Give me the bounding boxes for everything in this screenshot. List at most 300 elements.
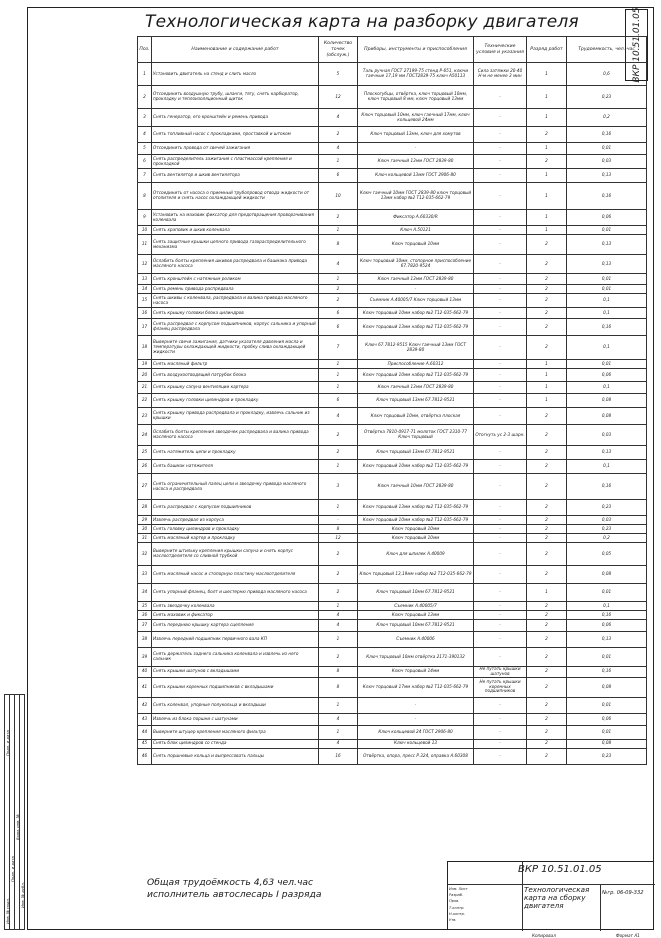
stamp-code: ВКР 10.51.01.05 <box>518 864 602 875</box>
row-count: 1 <box>319 697 358 713</box>
row-conditions: - <box>474 543 527 566</box>
row-work: Снять звездочку коленвала <box>152 602 319 611</box>
row-count: 3 <box>319 474 358 500</box>
row-time: 0,01 <box>567 648 647 667</box>
row-count: 12 <box>319 86 358 109</box>
row-count: 2 <box>319 446 358 460</box>
table-row <box>138 474 647 500</box>
row-conditions: - <box>474 226 527 235</box>
row-tools: Ключ А.50121 <box>358 226 474 235</box>
table-row <box>138 63 647 86</box>
stamp-foot-right: Формат А1 <box>616 933 640 938</box>
row-count: 8 <box>319 235 358 255</box>
header-time: Трудоемкость, чел.-час <box>567 37 647 63</box>
row-tools: Ключ торцовый 10мм <box>358 525 474 534</box>
row-category: 2 <box>527 620 567 632</box>
row-category: 2 <box>527 425 567 446</box>
header-conditions: Технические условия и указания <box>474 37 527 63</box>
table-row <box>138 667 647 678</box>
row-conditions: - <box>474 584 527 602</box>
margin-strip <box>4 694 27 930</box>
row-tools: Ключ торцовый 10мм набор №2 Т12-035-662-79 <box>358 460 474 474</box>
row-count: 4 <box>319 109 358 127</box>
row-tools: Ключ торцовый 10мм, стопорное приспособление 67.7820-9524 <box>358 255 474 274</box>
margin-label: Подп. и дата <box>10 856 15 882</box>
row-count: 7 <box>319 336 358 360</box>
row-conditions: - <box>474 602 527 611</box>
row-work: Отсоединить провода от свечей зажигания <box>152 143 319 155</box>
stamp-role: Изм. Лист <box>449 887 468 891</box>
stamp-group: №гр. 06-09-332 <box>602 890 644 896</box>
row-time: 0,06 <box>567 620 647 632</box>
table-row <box>138 319 647 336</box>
row-category: 2 <box>527 460 567 474</box>
row-conditions: - <box>474 460 527 474</box>
row-category: 2 <box>527 611 567 620</box>
row-count: 2 <box>319 294 358 308</box>
table-header-row <box>138 37 647 63</box>
row-count: 2 <box>319 425 358 446</box>
row-category: 2 <box>527 648 567 667</box>
row-work: Снять крышки коренных подшипников с вкладышами <box>152 677 319 697</box>
row-count: 8 <box>319 667 358 678</box>
row-time: 0,03 <box>567 425 647 446</box>
row-time: 0,1 <box>567 308 647 319</box>
row-count: 4 <box>319 620 358 632</box>
table-row <box>138 210 647 226</box>
row-tools: Ключ торцовый 13мм, ключ для хомутов <box>358 127 474 143</box>
table-row <box>138 500 647 516</box>
row-time: 0,06 <box>567 369 647 382</box>
row-tools: Ключ гаечный 10мм ГОСТ 2839-80 ключ торцовый 13мм набор №2 Т12-035-662-79 <box>358 183 474 210</box>
row-category: 2 <box>527 725 567 739</box>
row-work: Снять распределитель зажигания с пластмассой крепления и прокладкой <box>152 155 319 169</box>
row-time: 0,01 <box>567 143 647 155</box>
row-tools: Отвёртка 7810-0917-71 молоток ГОСТ 2310-77 Ключ торцовый <box>358 425 474 446</box>
row-work: Снять топливный насос с прокладками, проставкой и штоком <box>152 127 319 143</box>
table-row <box>138 611 647 620</box>
row-count: 4 <box>319 255 358 274</box>
row-conditions: - <box>474 294 527 308</box>
row-category: 2 <box>527 319 567 336</box>
table-row <box>138 155 647 169</box>
row-work: Снять ограничительный палец цепи и звездочку привода масляного насоса и распредвала <box>152 474 319 500</box>
row-conditions: Не путать крышки шатунов <box>474 667 527 678</box>
row-count: 2 <box>319 210 358 226</box>
row-category: 2 <box>527 677 567 697</box>
table-row <box>138 584 647 602</box>
row-time: 0,16 <box>567 127 647 143</box>
row-count: 1 <box>319 274 358 285</box>
row-work: Снять шкивы с коленвала, распредвала и валика привода масляного насоса <box>152 294 319 308</box>
row-tools: Ключ торцовый 10мм 67.7812-9521 <box>358 620 474 632</box>
row-tools: Ключ торцовый 10мм набор №2 Т12-035-662-79 <box>358 308 474 319</box>
row-count: 4 <box>319 713 358 725</box>
row-conditions: - <box>474 611 527 620</box>
table-row <box>138 566 647 584</box>
row-tools: - <box>358 713 474 725</box>
row-num: 18 <box>138 336 152 360</box>
row-tools: Ключ для шпилек А.40009 <box>358 543 474 566</box>
row-count: 1 <box>319 360 358 369</box>
row-tools: Ключ торцовый 13мм <box>358 611 474 620</box>
table-row <box>138 713 647 725</box>
row-num: 12 <box>138 255 152 274</box>
row-conditions: Сила затяжки 20-40 Н·м не менее 3 мин <box>474 63 527 86</box>
row-count: 4 <box>319 739 358 748</box>
row-time: 0,13 <box>567 169 647 183</box>
row-num: 20 <box>138 369 152 382</box>
row-time: 0,13 <box>567 235 647 255</box>
row-count: 2 <box>319 584 358 602</box>
stamp-role: Утв. <box>449 918 457 923</box>
table-row <box>138 226 647 235</box>
table-body <box>138 63 647 765</box>
stamp-role: Н.контр. <box>449 911 466 916</box>
row-category: 1 <box>527 109 567 127</box>
row-num: 36 <box>138 611 152 620</box>
table-row <box>138 748 647 764</box>
row-category: 1 <box>527 143 567 155</box>
row-work: Снять крышку головки блока цилиндров <box>152 308 319 319</box>
row-conditions: - <box>474 109 527 127</box>
row-category: 2 <box>527 602 567 611</box>
row-time: 0,23 <box>567 748 647 764</box>
row-tools: Ключ торцовый 17мм набор №2 Т12-035-662-79 <box>358 677 474 697</box>
row-time: 0,08 <box>567 408 647 425</box>
row-work: Снять вентилятор и шкив вентилятора <box>152 169 319 183</box>
row-conditions: - <box>474 336 527 360</box>
row-num: 30 <box>138 525 152 534</box>
row-work: Снять кронштейн с натяжным роликом <box>152 274 319 285</box>
row-work: Снять блок цилиндров со стенда <box>152 739 319 748</box>
row-num: 28 <box>138 500 152 516</box>
row-num: 6 <box>138 155 152 169</box>
table-row <box>138 169 647 183</box>
row-tools: Ключ кольцевой 13мм ГОСТ 2906-80 <box>358 169 474 183</box>
margin-label: Взам. инв. № <box>15 814 20 840</box>
row-num: 43 <box>138 713 152 725</box>
row-time: 0,01 <box>567 725 647 739</box>
row-work: Снять крышку головки цилиндров и прокладку <box>152 394 319 408</box>
summary-note <box>147 877 321 901</box>
row-category: 2 <box>527 255 567 274</box>
table-row <box>138 274 647 285</box>
row-tools: Ключ торцовый 14мм <box>358 667 474 678</box>
row-num: 4 <box>138 127 152 143</box>
row-count: 2 <box>319 127 358 143</box>
table-row <box>138 86 647 109</box>
row-category: 2 <box>527 274 567 285</box>
table-row <box>138 308 647 319</box>
row-num: 46 <box>138 748 152 764</box>
row-work: Установить на маховик фиксатор для предотвращения проворачивания коленвала <box>152 210 319 226</box>
stamp-foot-left: Копировал <box>532 933 556 938</box>
row-category: 1 <box>527 360 567 369</box>
row-num: 29 <box>138 516 152 525</box>
row-conditions: - <box>474 86 527 109</box>
table-row <box>138 677 647 697</box>
table-row <box>138 534 647 543</box>
row-tools: Ключ кольцевой 24 ГОСТ 2906-80 <box>358 725 474 739</box>
row-tools: Ключ торцовый 10мм 67.7812-9521 <box>358 584 474 602</box>
row-conditions: - <box>474 713 527 725</box>
row-time: 0,1 <box>567 602 647 611</box>
row-num: 22 <box>138 394 152 408</box>
row-count: 2 <box>319 543 358 566</box>
row-time: 0,08 <box>567 566 647 584</box>
row-count: 6 <box>319 319 358 336</box>
row-category: 2 <box>527 713 567 725</box>
row-count: 10 <box>319 183 358 210</box>
stamp-role: Т.контр. <box>449 905 465 910</box>
row-time: 0,16 <box>567 183 647 210</box>
row-tools: Ключ кольцевой 13 <box>358 739 474 748</box>
row-category: 2 <box>527 336 567 360</box>
row-num: 42 <box>138 697 152 713</box>
row-count: 1 <box>319 226 358 235</box>
row-time: 0,01 <box>567 226 647 235</box>
row-count: 1 <box>319 382 358 394</box>
table-row <box>138 382 647 394</box>
row-count: 2 <box>319 566 358 584</box>
row-conditions: - <box>474 169 527 183</box>
row-category: 2 <box>527 500 567 516</box>
row-num: 26 <box>138 460 152 474</box>
row-conditions: - <box>474 183 527 210</box>
row-work: Снять поршневые кольца и выпрессовать пальцы <box>152 748 319 764</box>
header-category: Разряд работ <box>527 37 567 63</box>
table-row <box>138 143 647 155</box>
row-category: 1 <box>527 226 567 235</box>
row-time: 0,1 <box>567 460 647 474</box>
row-category: 2 <box>527 127 567 143</box>
row-category: 1 <box>527 86 567 109</box>
row-work: Снять крышки шатунов с вкладышами <box>152 667 319 678</box>
row-num: 21 <box>138 382 152 394</box>
row-time: 0,01 <box>567 285 647 294</box>
row-work: Снять храповик и шкив коленвала <box>152 226 319 235</box>
row-work: Отсоединить воздушную трубу, шланги, тягу, снять карбюратор, прокладку и теплоизоляционный щиток <box>152 86 319 109</box>
row-conditions: - <box>474 255 527 274</box>
table-row <box>138 725 647 739</box>
row-count: 16 <box>319 748 358 764</box>
row-time: 0,13 <box>567 446 647 460</box>
row-tools: Фиксатор А.60330/R <box>358 210 474 226</box>
row-work: Снять крышку сапуна вентиляции картера <box>152 382 319 394</box>
header-work: Наименование и содержание работ <box>152 37 319 63</box>
row-num: 13 <box>138 274 152 285</box>
row-time: 0,16 <box>567 667 647 678</box>
row-conditions: - <box>474 739 527 748</box>
row-conditions: Отогнуть ус 2-3 шарн. <box>474 425 527 446</box>
row-conditions: - <box>474 500 527 516</box>
table-row <box>138 425 647 446</box>
row-time: 0,16 <box>567 474 647 500</box>
row-num: 45 <box>138 739 152 748</box>
table-row <box>138 446 647 460</box>
row-tools: Ключ гаечный 13мм ГОСТ 2839-80 <box>358 155 474 169</box>
row-conditions: - <box>474 446 527 460</box>
row-time: 0,2 <box>567 109 647 127</box>
row-work: Отсоединить от насоса о приемный трубопровод отвода жидкости от отопителя и снять насос охлаждающей жидкости <box>152 183 319 210</box>
row-num: 44 <box>138 725 152 739</box>
row-tools: Съемник А.40005/7 Ключ торцовый 13мм <box>358 294 474 308</box>
row-count: 1 <box>319 155 358 169</box>
row-num: 35 <box>138 602 152 611</box>
summary-line-1: Общая трудоёмкость 4,63 чел.час <box>147 877 314 888</box>
row-category: 2 <box>527 667 567 678</box>
row-count: 4 <box>319 408 358 425</box>
row-num: 25 <box>138 446 152 460</box>
row-conditions: - <box>474 235 527 255</box>
row-conditions: - <box>474 620 527 632</box>
row-conditions: - <box>474 725 527 739</box>
row-category: 2 <box>527 697 567 713</box>
row-count: - <box>319 516 358 525</box>
row-category: 2 <box>527 446 567 460</box>
row-tools: Ключ гаечный 13мм ГОСТ 2839-80 <box>358 382 474 394</box>
row-time: 0,23 <box>567 525 647 534</box>
table-row <box>138 632 647 648</box>
row-conditions: - <box>474 516 527 525</box>
row-work: Снять распредвал с корпусом подшипников, корпус сальника и упорный фланец распредвала <box>152 319 319 336</box>
header-num: Поз. <box>138 37 152 63</box>
row-count: 1 <box>319 500 358 516</box>
row-category: 2 <box>527 285 567 294</box>
row-time: 0,23 <box>567 500 647 516</box>
row-time: 0,23 <box>567 86 647 109</box>
row-work: Извлечь распредвал из корпуса <box>152 516 319 525</box>
row-num: 27 <box>138 474 152 500</box>
row-num: 2 <box>138 86 152 109</box>
row-num: 33 <box>138 566 152 584</box>
row-time: 0,05 <box>567 543 647 566</box>
row-count: 6 <box>319 394 358 408</box>
table-row <box>138 255 647 274</box>
row-work: Снять башмак натяжителя <box>152 460 319 474</box>
row-count: 2 <box>319 648 358 667</box>
row-conditions: - <box>474 127 527 143</box>
row-work: Ослабить болты крепления шкивов распредвала и башмака привода масляного насоса <box>152 255 319 274</box>
table-row <box>138 394 647 408</box>
row-work: Снять масляный фильтр <box>152 360 319 369</box>
row-tools: - <box>358 285 474 294</box>
row-category: 1 <box>527 63 567 86</box>
corner-code: ВКР 10.51.01.05 <box>631 7 642 83</box>
row-time: 0,16 <box>567 611 647 620</box>
table-row <box>138 739 647 748</box>
table-row <box>138 336 647 360</box>
row-tools: Плоскогубцы, отвёртка, ключ торцовый 10мм, ключ торцовый 8 мм, ключ торцовый 13мм <box>358 86 474 109</box>
row-conditions: - <box>474 319 527 336</box>
row-category: 2 <box>527 748 567 764</box>
row-count: 1 <box>319 460 358 474</box>
table-row <box>138 183 647 210</box>
row-work: Выверните свечи зажигания, датчики указателя давления масла и температуры охлаждающей жидкости, пробку слива охлаждающей жидкости <box>152 336 319 360</box>
margin-label: Инв. № подл. <box>5 897 10 924</box>
row-tools: Ключ торцовый 10мм, отвёртка плоская <box>358 408 474 425</box>
row-num: 1 <box>138 63 152 86</box>
table-row <box>138 516 647 525</box>
row-conditions: Не путать крышки коренных подшипников <box>474 677 527 697</box>
row-conditions: - <box>474 534 527 543</box>
table-row <box>138 648 647 667</box>
row-count: 8 <box>319 525 358 534</box>
row-tools: Ключ 67.7812-9515 Ключ гаечный 13мм ГОСТ 2839-80 <box>358 336 474 360</box>
row-num: 15 <box>138 294 152 308</box>
row-category: 2 <box>527 739 567 748</box>
table-row <box>138 460 647 474</box>
row-conditions: - <box>474 210 527 226</box>
row-num: 7 <box>138 169 152 183</box>
row-tools: - <box>358 143 474 155</box>
row-conditions: - <box>474 748 527 764</box>
table-row <box>138 525 647 534</box>
row-time: 0,06 <box>567 713 647 725</box>
row-work: Снять упорный фланец, болт и шестерню привода масляного насоса <box>152 584 319 602</box>
row-work: Снять масляный насос и стопорную пластину маслоотделителя <box>152 566 319 584</box>
row-count: 12 <box>319 534 358 543</box>
row-category: 2 <box>527 308 567 319</box>
margin-label: Подп. и дата <box>5 730 10 756</box>
row-work: Снять переднюю крышку картера сцепления <box>152 620 319 632</box>
stamp-role: Пров. <box>449 899 460 904</box>
row-time: 0,1 <box>567 336 647 360</box>
row-work: Снять крышку привода распредвала и прокладку, извлечь сальник из крышки <box>152 408 319 425</box>
row-work: Снять генератор, его кронштейн и ремень привода <box>152 109 319 127</box>
row-num: 41 <box>138 677 152 697</box>
row-work: Снять масляный картер и прокладку <box>152 534 319 543</box>
row-time: 0,1 <box>567 294 647 308</box>
row-tools: Ключ торцовый 10мм отвёртка 2171-390132 <box>358 648 474 667</box>
row-num: 24 <box>138 425 152 446</box>
row-time: 0,13 <box>567 632 647 648</box>
table-row <box>138 602 647 611</box>
row-time: 0,08 <box>567 677 647 697</box>
row-work: Снять ремень привода распредвала <box>152 285 319 294</box>
row-num: 39 <box>138 648 152 667</box>
row-work: Снять защитные крышки цепного привода газораспределительного механизма <box>152 235 319 255</box>
row-count: 1 <box>319 602 358 611</box>
header-count: Количество точек (обслуж.) <box>319 37 358 63</box>
row-num: 9 <box>138 210 152 226</box>
row-work: Снять маховик и фиксатор <box>152 611 319 620</box>
row-tools: Ключ торцовый 10мм, ключ гаечный 17мм, ключ кольцевой 24мм <box>358 109 474 127</box>
row-num: 23 <box>138 408 152 425</box>
row-num: 19 <box>138 360 152 369</box>
row-conditions: - <box>474 525 527 534</box>
row-conditions: - <box>474 697 527 713</box>
row-count: 2 <box>319 285 358 294</box>
table-row <box>138 369 647 382</box>
page-title: Технологическая карта на разборку двигателя <box>145 12 579 32</box>
row-time: 0,06 <box>567 210 647 226</box>
row-num: 5 <box>138 143 152 155</box>
row-count: 1 <box>319 632 358 648</box>
row-conditions: - <box>474 474 527 500</box>
row-count: 8 <box>319 677 358 697</box>
row-work: Снять коленвал, упорные полукольца и вкладыши <box>152 697 319 713</box>
row-work: Установить двигатель на стенд и слить масло <box>152 63 319 86</box>
row-tools: Ключ торцовый 13мм 67.7812-9521 <box>358 446 474 460</box>
row-category: 2 <box>527 632 567 648</box>
row-conditions: - <box>474 632 527 648</box>
row-conditions: - <box>474 408 527 425</box>
table-row <box>138 109 647 127</box>
stamp-name: Технологическая карта на сборку двигателя <box>524 885 590 910</box>
row-tools: Ключ гаечный 10мм ГОСТ 2839-80 <box>358 474 474 500</box>
